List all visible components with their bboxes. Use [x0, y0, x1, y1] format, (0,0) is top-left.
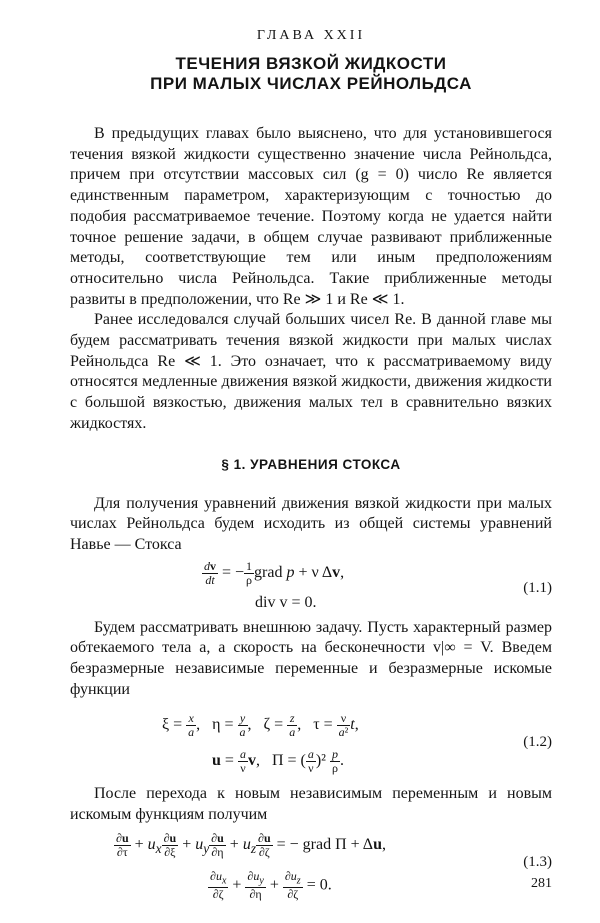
equation-1-1-line2: div v = 0.: [255, 593, 317, 611]
equation-number-1-1: (1.1): [523, 579, 552, 596]
page-number: 281: [531, 876, 552, 891]
chapter-label: ГЛАВА XXII: [256, 28, 366, 43]
paragraph-transformed: После перехода к новым независимым переменным и новым искомым функциям получим: [70, 785, 552, 824]
chapter-title: [70, 54, 552, 94]
chapter-title-line2: ПРИ МАЛЫХ ЧИСЛАХ РЕЙНОЛЬДСА: [150, 74, 472, 93]
chapter-title-line1: ТЕЧЕНИЯ ВЯЗКОЙ ЖИДКОСТИ: [175, 54, 447, 73]
paragraph-external-problem: Будем рассматривать внешнюю задачу. Пусть характерный размер обтекаемого тела a, а скорость на бесконечности v|∞ = V. Введем безразмерные независимые переменные и безразмерные искомые функции: [70, 618, 552, 698]
equation-1-2-line1: ξ = $\frac{x}{a}$ , η = $\frac{y}{a}$ , ζ = $\frac{z}{a}$ , τ = $\frac{\nu}{\text{a²}}$ t,: [162, 711, 359, 740]
section-title: § 1. УРАВНЕНИЯ СТОКСА: [221, 456, 401, 472]
equation-1-2: [70, 700, 552, 784]
equation-1-1-line1: $\frac{dv}{dt}$ = − $\frac{1}{\rho}$ grad p + ν Δv,: [204, 558, 345, 587]
paragraph-navier-stokes: Для получения уравнений движения вязкой жидкости при малых числах Рейнольдса будем исходить из общей системы уравнений Навье — Стокса: [70, 494, 552, 553]
equation-1-3-line2: $\frac{\partial u_x}{\partial\zeta}$ + $\frac{\partial u_y}{\partial\eta}$ + $\frac{\partial u_z}{\partial\zeta}$ = 0.: [210, 868, 332, 902]
paragraph-intro: В предыдущих главах было выяснено, что для установившегося течения вязкой жидкости существенно значение числа Рейнольдса, причем при отсутствии массовых сил (g = 0) число Re является единственным параметром, характеризующим с точностью до подобия рассматриваемое течение. Поэтому когда не удается найти точное решение задачи, в общем случае развивают приближенные методы, соответствующие тем или иным предположениям относительно числа Рейнольдса. Такие приближенные методы развиты в предположении, что Re ≫ 1 и Re ≪ 1.: [70, 125, 552, 308]
equation-1-3: [70, 826, 552, 906]
equation-1-2-line2: u = $\frac{a}{\nu}$ v, Π = ( $\frac{a}{\nu}$ )² $\frac{p}{\rho}$ .: [212, 747, 344, 776]
equation-1-3-line1: $\frac{\partial u}{\partial\tau}$ + $u_x$ $\frac{\partial u}{\partial\xi}$ + $u_y$ $\frac{\partial u}{\partial\eta}$ + $u_z$ $\frac{\partial u}{\partial\zeta}$ = − grad Π + Δu,: [116, 830, 386, 859]
page-body: [70, 28, 552, 906]
paragraph-small-re: Ранее исследовался случай больших чисел Re. В данной главе мы будем рассматривать течения вязкой жидкости при малых числах Рейнольдса Re ≪ 1. Это означает, что к рассматриваемому виду относятся медленные движения вязкой жидкости, движения жидкости с большой вязкостью, движения малых тел в сравнительно вязких жидкостях.: [70, 311, 553, 432]
equation-number-1-3: (1.3): [523, 853, 552, 870]
equation-1-1: [70, 556, 552, 618]
equation-number-1-2: (1.2): [523, 734, 552, 751]
